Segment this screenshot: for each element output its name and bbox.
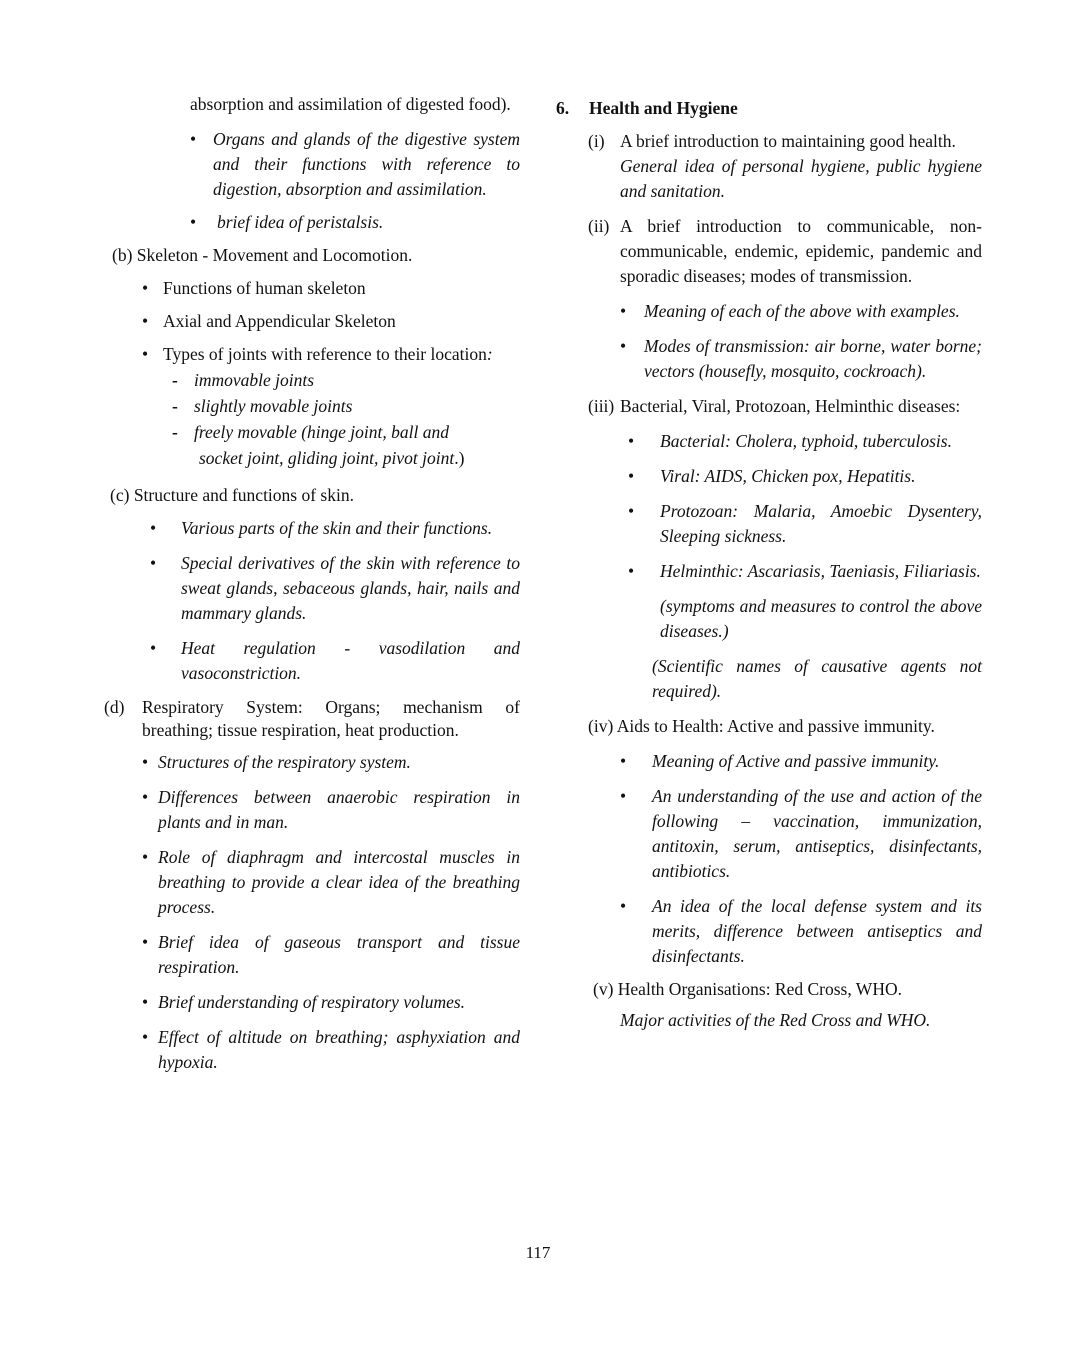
- item-label: (ii): [588, 216, 610, 236]
- list-item: • An understanding of the use and action of the following – vaccination, immunization, antitoxin, serum, antiseptics, disinfectants, antibiotics.: [620, 786, 982, 881]
- list-item: • Structures of the respiratory system.: [142, 750, 520, 775]
- section-d: [104, 696, 520, 742]
- right-column: [556, 92, 982, 1033]
- bullet-icon: •: [142, 1027, 149, 1047]
- bullet-icon: •: [142, 992, 149, 1012]
- section-title: Respiratory System: Organs; mechanism of breathing; tissue respiration, heat production.: [142, 697, 520, 740]
- section-heading: [556, 96, 982, 121]
- bullet-icon: •: [142, 278, 149, 298]
- section-c: [110, 483, 520, 508]
- section-title: Skeleton - Movement and Locomotion.: [136, 245, 413, 265]
- list-item: • Helminthic: Ascariasis, Taeniasis, Filiariasis.: [628, 559, 982, 584]
- bullet-icon: •: [628, 431, 635, 451]
- list-item: • Meaning of Active and passive immunity.: [620, 749, 982, 774]
- list-item: • Functions of human skeleton: [142, 276, 520, 301]
- list-item: • Viral: AIDS, Chicken pox, Hepatitis.: [628, 464, 982, 489]
- item-label: (i): [588, 131, 605, 151]
- item-text: Bacterial, Viral, Protozoan, Helminthic diseases:: [620, 396, 961, 416]
- bullet-icon: •: [150, 553, 157, 573]
- item-text: A brief introduction to maintaining good health.: [620, 131, 956, 151]
- list-item: • Modes of transmission: air borne, water borne; vectors (housefly, mosquito, cockroach).: [620, 336, 982, 381]
- bullet-icon: •: [142, 752, 149, 772]
- bullet-icon: •: [620, 301, 627, 321]
- item-i: [588, 129, 982, 204]
- section-label: (d): [104, 697, 125, 717]
- list-item: • Differences between anaerobic respiration in plants and in man.: [142, 787, 520, 832]
- dash-item: - freely movable (hinge joint, ball and: [172, 420, 520, 445]
- list-item: • Effect of altitude on breathing; asphyxiation and hypoxia.: [142, 1027, 520, 1072]
- list-item: • Brief idea of gaseous transport and tissue respiration.: [142, 932, 520, 977]
- page-number: 117: [525, 1243, 551, 1262]
- dash-item-continued: socket joint, gliding joint, pivot joint.): [199, 448, 465, 468]
- list-item: • Types of joints with reference to their location:: [142, 342, 520, 367]
- list-item: • Various parts of the skin and their functions.: [150, 516, 520, 541]
- intro-text: absorption and assimilation of digested food).: [190, 94, 511, 114]
- list-item: • Brief understanding of respiratory volumes.: [142, 990, 520, 1015]
- list-item: • Role of diaphragm and intercostal muscles in breathing to provide a clear idea of the breathing process.: [142, 847, 520, 917]
- heading-number: 6.: [556, 98, 570, 118]
- list-item: • Meaning of each of the above with examples.: [620, 299, 982, 324]
- dash-icon: -: [172, 370, 178, 390]
- list-item: • Organs and glands of the digestive system and their functions with reference to digestion, absorption and assimilation.: [190, 129, 520, 199]
- bullet-icon: •: [190, 212, 197, 232]
- bullet-icon: •: [620, 786, 627, 806]
- bullet-icon: •: [142, 787, 149, 807]
- item-text: Health Organisations: Red Cross, WHO.: [617, 979, 902, 999]
- bullet-icon: •: [150, 638, 157, 658]
- item-text: A brief introduction to communicable, non-communicable, endemic, epidemic, pandemic and sporadic diseases; modes of transmission.: [620, 216, 982, 286]
- bullet-icon: •: [620, 896, 627, 916]
- bullet-icon: •: [620, 751, 627, 771]
- list-item: • An idea of the local defense system and its merits, difference between antiseptics and disinfectants.: [620, 896, 982, 966]
- list-item: • Protozoan: Malaria, Amoebic Dysentery, Sleeping sickness.: [628, 501, 982, 546]
- section-label: (b): [112, 245, 133, 265]
- item-italic: General idea of personal hygiene, public hygiene and sanitation.: [620, 156, 982, 201]
- item-label: (v): [593, 979, 614, 999]
- item-iv: [588, 714, 982, 739]
- note-symptoms: (symptoms and measures to control the above diseases.): [660, 596, 982, 641]
- section-label: (c): [110, 485, 130, 505]
- bullet-icon: •: [142, 344, 149, 364]
- list-item: • brief idea of peristalsis.: [190, 210, 520, 235]
- list-item: • Special derivatives of the skin with reference to sweat glands, sebaceous glands, hair, nails and mammary glands.: [150, 553, 520, 623]
- bullet-icon: •: [620, 336, 627, 356]
- item-v-italic: Major activities of the Red Cross and WHO.: [620, 1010, 931, 1030]
- bullet-icon: •: [142, 847, 149, 867]
- list-item: • Bacterial: Cholera, typhoid, tuberculosis.: [628, 429, 982, 454]
- dash-icon: -: [172, 422, 178, 442]
- item-iii: [588, 394, 982, 419]
- bullet-icon: •: [628, 501, 635, 521]
- section-b: [112, 243, 520, 268]
- list-item: • Heat regulation - vasodilation and vasoconstriction.: [150, 638, 520, 683]
- item-label: (iii): [588, 396, 615, 416]
- bullet-icon: •: [190, 129, 197, 149]
- note-scientific-names: (Scientific names of causative agents not required).: [652, 656, 982, 701]
- bullet-icon: •: [628, 466, 635, 486]
- bullet-icon: •: [142, 311, 149, 331]
- left-column: [104, 92, 520, 1075]
- section-title: Structure and functions of skin.: [133, 485, 354, 505]
- dash-item: - immovable joints: [172, 368, 520, 393]
- item-label: (iv): [588, 716, 614, 736]
- item-v: [593, 977, 982, 1002]
- bullet-icon: •: [142, 932, 149, 952]
- item-text: Aids to Health: Active and passive immunity.: [616, 716, 935, 736]
- list-item: • Axial and Appendicular Skeleton: [142, 309, 520, 334]
- item-ii: [588, 214, 982, 289]
- bullet-icon: •: [628, 561, 635, 581]
- dash-icon: -: [172, 396, 178, 416]
- dash-item: - slightly movable joints: [172, 394, 520, 419]
- heading-title: Health and Hygiene: [589, 98, 738, 118]
- bullet-icon: •: [150, 518, 157, 538]
